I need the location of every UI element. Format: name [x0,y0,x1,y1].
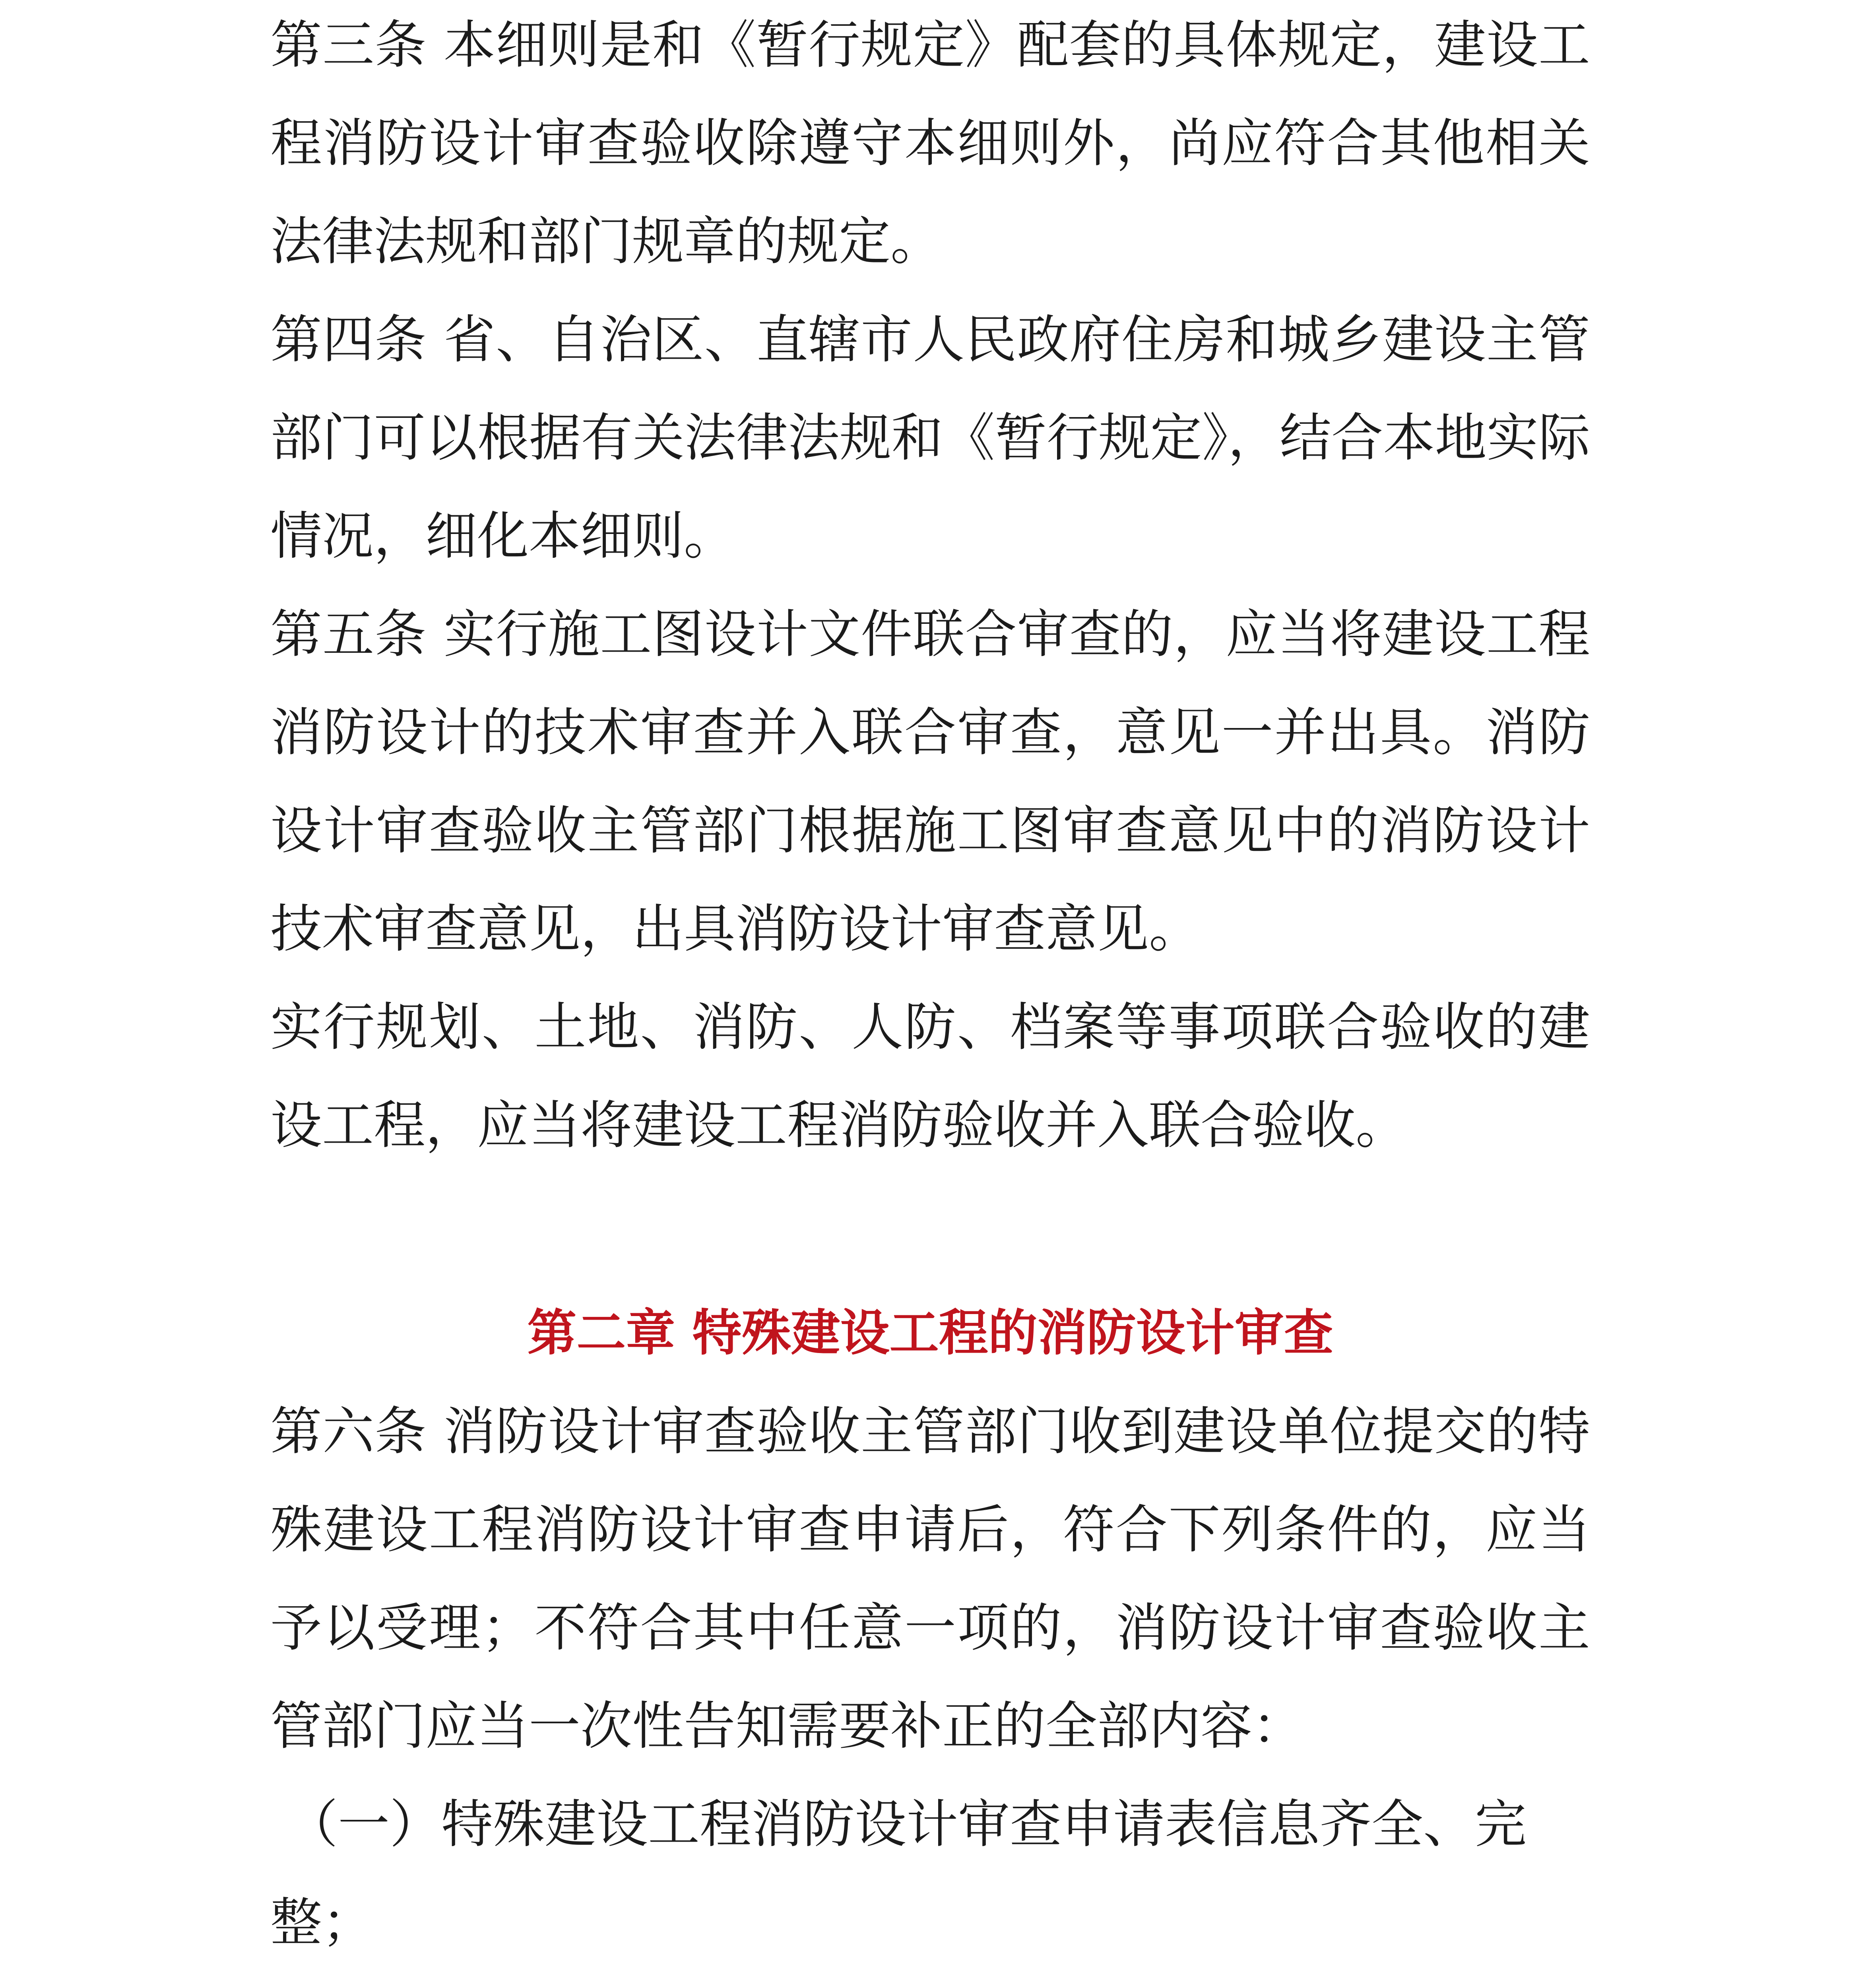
article-5-paragraph-2: 实行规划、土地、消防、人防、档案等事项联合验收的建设工程，应当将建设工程消防验收并入联合验收。 [270,997,1590,1155]
chapter-title: 第二章 特殊建设工程的消防设计审查 [527,1305,1333,1362]
article-6: 第六条 消防设计审查验收主管部门收到建设单位提交的特殊建设工程消防设计审查申请后，符合下列条件的，应当予以受理；不符合其中任意一项的，消防设计审查验收主管部门应当一次性告知需要补正的全部内容： [270,1401,1590,1756]
article-4: 第四条 省、自治区、直辖市人民政府住房和城乡建设主管部门可以根据有关法律法规和《暂行规定》，结合本地实际情况，细化本细则。 [270,309,1590,566]
article-5: 第五条 实行施工图设计文件联合审查的，应当将建设工程消防设计的技术审查并入联合审查，意见一并出具。消防设计审查验收主管部门根据施工图审查意见中的消防设计技术审查意见，出具消防设计审查意见。 [270,604,1590,959]
article-3: 第三条 本细则是和《暂行规定》配套的具体规定，建设工程消防设计审查验收除遵守本细则外，尚应符合其他相关法律法规和部门规章的规定。 [270,15,1590,272]
list-item-2 [270,1972,1590,1988]
list-item-1: （一）特殊建设工程消防设计审查申请表信息齐全、完整； [270,1794,1527,1953]
document-page [270,0,1590,1988]
chapter-spacer [270,1175,1590,1284]
